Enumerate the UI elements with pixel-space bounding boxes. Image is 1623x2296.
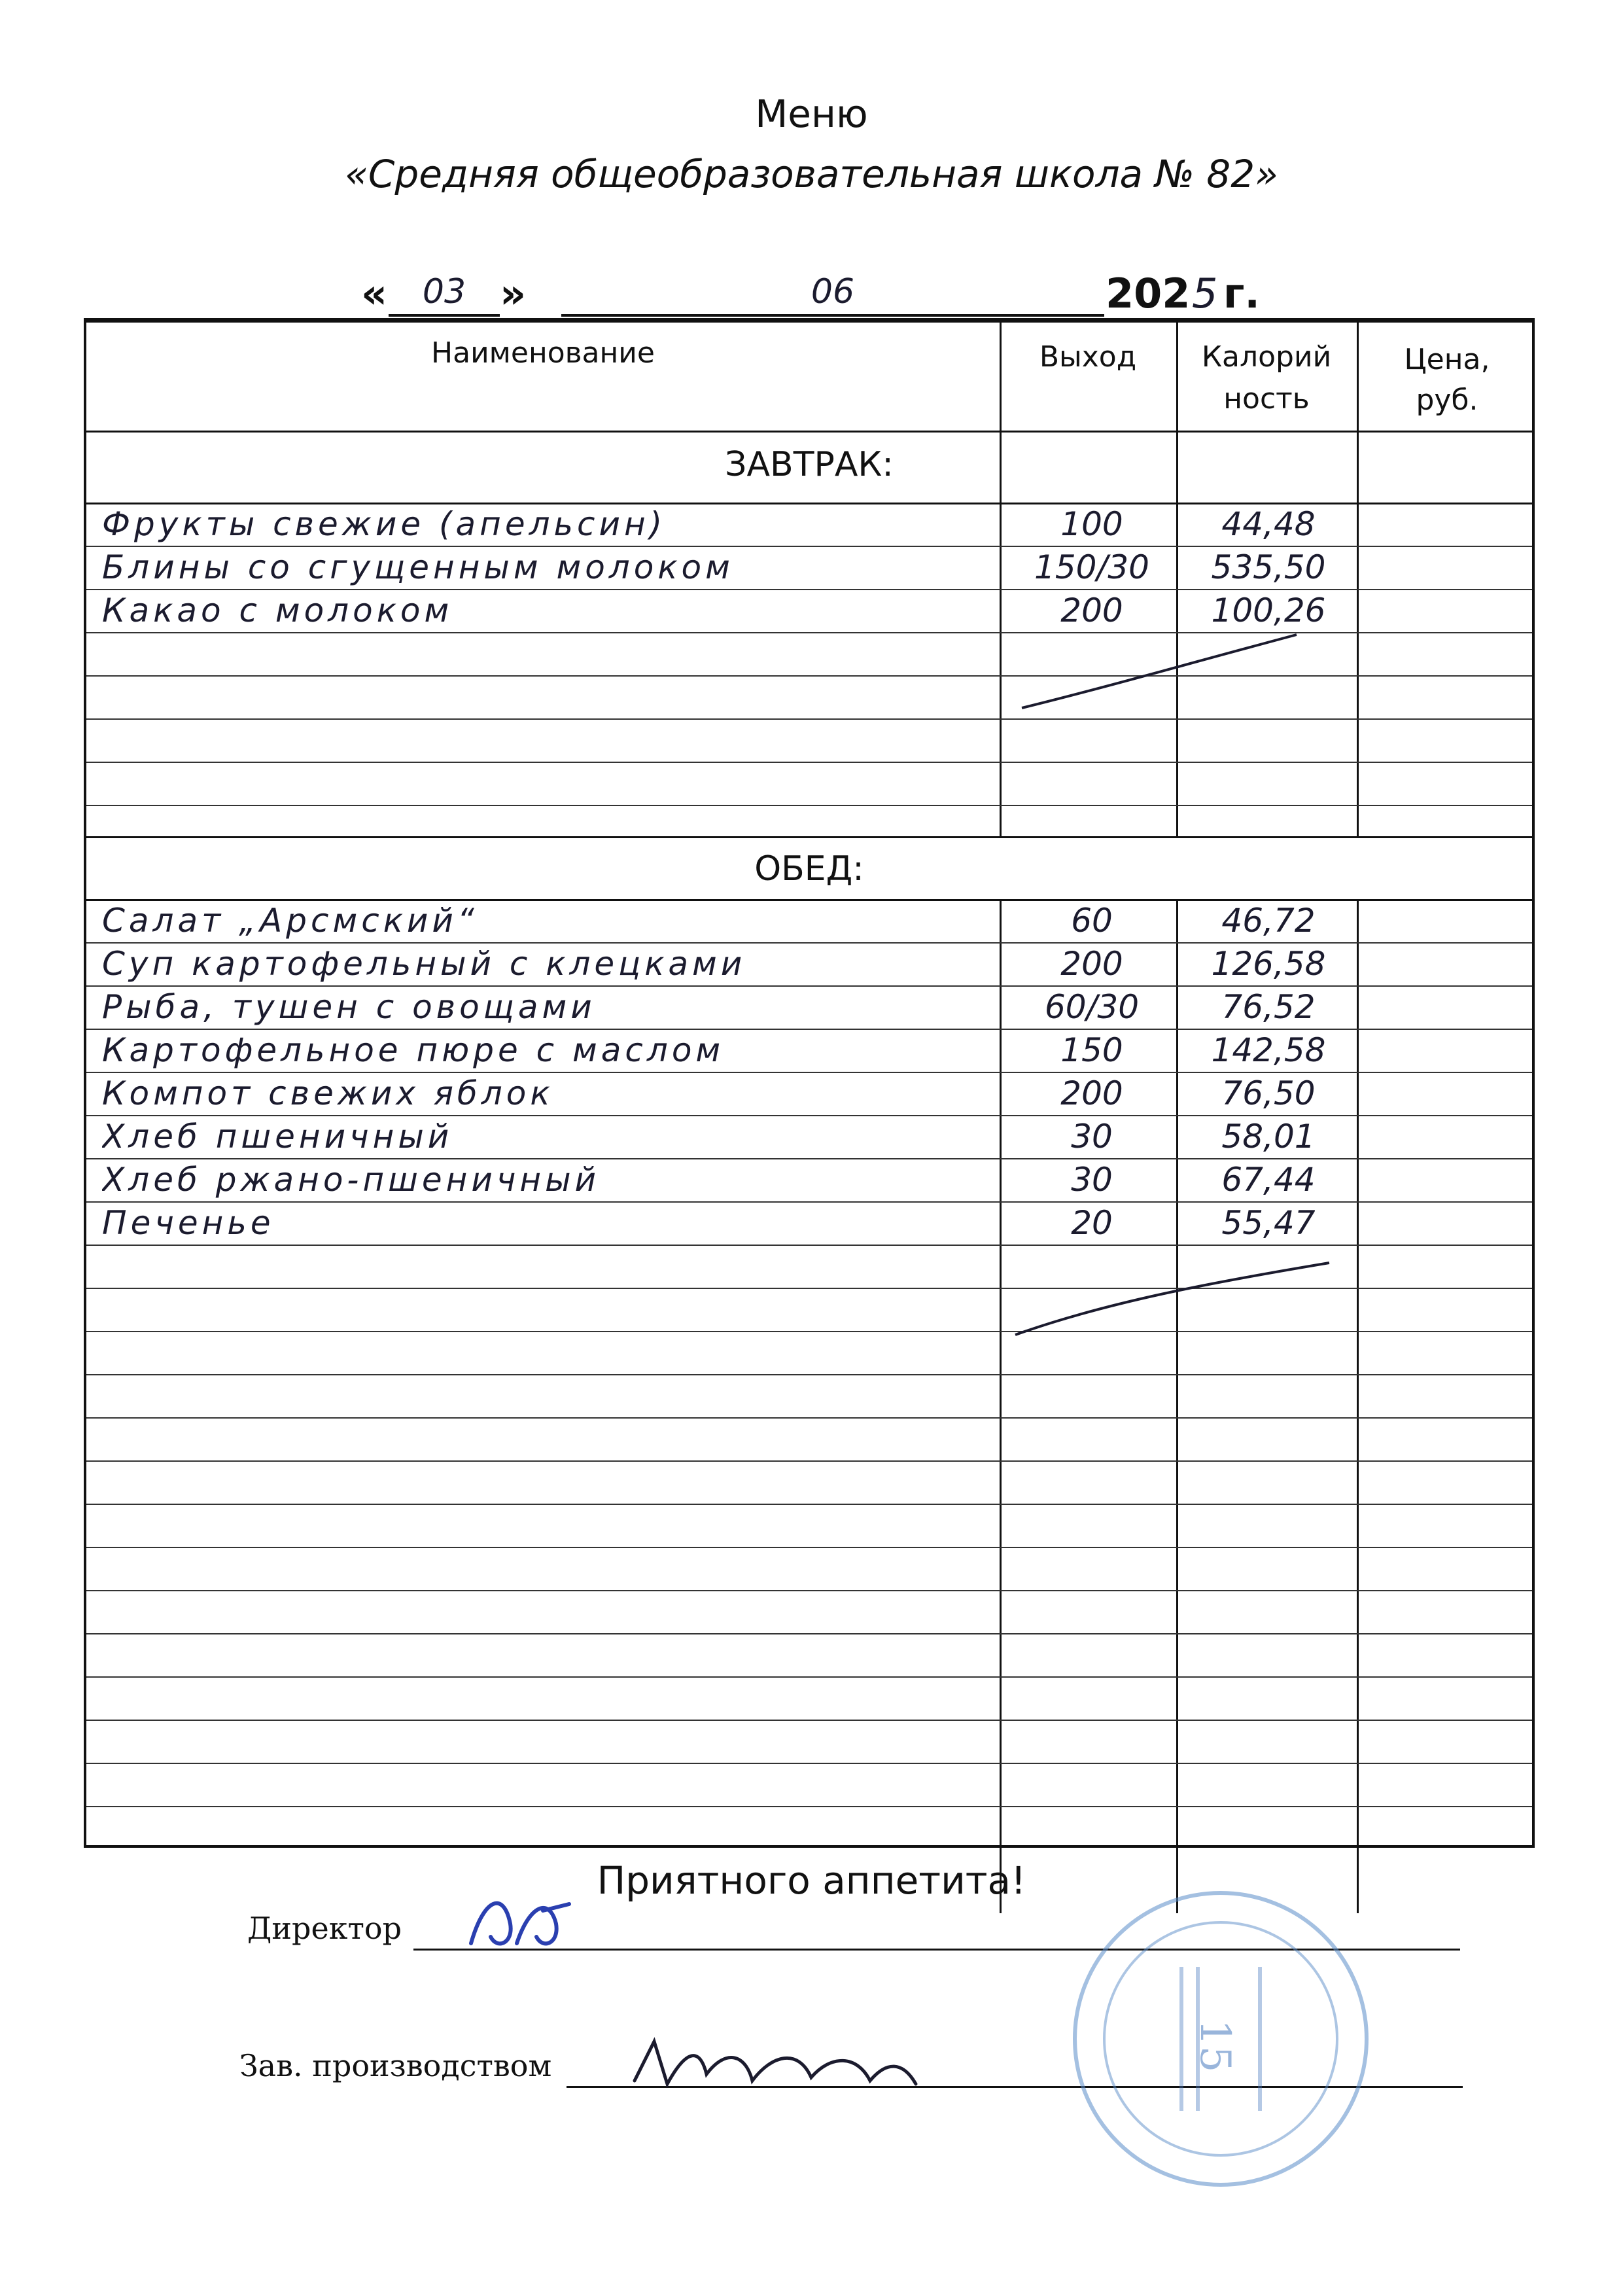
dish-calories: 76,50 — [1221, 1074, 1316, 1112]
dish-calories: 58,01 — [1221, 1118, 1316, 1156]
header-name: Наименование — [431, 336, 655, 370]
dish-calories: 76,52 — [1221, 988, 1316, 1026]
dish-output: 200 — [1060, 592, 1123, 629]
school-name: «Средняя общеобразовательная школа № 82» — [345, 152, 1278, 196]
dish-name: Компот свежих яблок — [102, 1074, 554, 1112]
dish-name: Какао с молоком — [102, 592, 453, 629]
dish-name: Суп картофельный с клецками — [102, 945, 746, 983]
dish-output: 60 — [1071, 902, 1113, 940]
dish-name: Рыба, тушен с овощами — [102, 988, 596, 1026]
dish-output: 30 — [1071, 1161, 1113, 1199]
dish-name: Салат „Арсмский“ — [102, 902, 478, 940]
director-signature — [458, 1884, 589, 1963]
svg-text:15: 15 — [1191, 2019, 1239, 2073]
dish-calories: 126,58 — [1211, 945, 1326, 983]
dish-name: Хлеб пшеничный — [102, 1118, 453, 1156]
dish-output: 200 — [1060, 945, 1123, 983]
date-year-digit: 5 — [1192, 270, 1218, 317]
date-day: 03 — [422, 272, 466, 311]
dish-calories: 142,58 — [1211, 1031, 1326, 1069]
dish-output: 60/30 — [1044, 988, 1140, 1026]
dish-output: 150/30 — [1034, 548, 1149, 586]
breakfast-title: ЗАВТРАК: — [725, 445, 894, 484]
dish-name: Хлеб ржано-пшеничный — [102, 1161, 601, 1199]
footer-wish: Приятного аппетита! — [597, 1858, 1026, 1903]
date-close-quote: » — [500, 270, 527, 317]
dish-output: 200 — [1060, 1074, 1123, 1112]
menu-title: Меню — [755, 92, 868, 136]
date-day-field — [389, 274, 500, 317]
dish-output: 150 — [1060, 1031, 1123, 1069]
dish-output: 30 — [1071, 1118, 1113, 1156]
school-seal-stamp — [1073, 1891, 1369, 2187]
dish-calories: 44,48 — [1221, 505, 1316, 543]
date-open-quote: « — [361, 270, 388, 317]
dish-output: 100 — [1060, 505, 1123, 543]
closing-strokes — [86, 321, 1537, 1850]
dish-calories: 100,26 — [1211, 592, 1326, 629]
dish-output: 20 — [1071, 1204, 1113, 1242]
header-calories-1: Калорий — [1201, 340, 1332, 374]
header-price-2: руб. — [1416, 383, 1478, 417]
dish-calories: 67,44 — [1221, 1161, 1316, 1199]
dish-calories: 535,50 — [1211, 548, 1326, 586]
dish-name: Блины со сгущенным молоком — [102, 548, 734, 586]
date-month-field — [561, 274, 1104, 317]
date-year-suffix: г. — [1223, 270, 1260, 317]
date-year-prefix: 202 — [1106, 270, 1191, 317]
lunch-title: ОБЕД: — [754, 849, 864, 889]
header-output: Выход — [1039, 340, 1137, 374]
menu-table — [84, 318, 1535, 1848]
production-label: Зав. производством — [239, 2048, 552, 2083]
production-signature — [628, 2022, 929, 2107]
header-calories-2: ность — [1223, 382, 1310, 415]
dish-name: Картофельное пюре с маслом — [102, 1031, 725, 1069]
dish-calories: 46,72 — [1221, 902, 1316, 940]
dish-name: Печенье — [102, 1204, 275, 1242]
dish-calories: 55,47 — [1221, 1204, 1316, 1242]
dish-name: Фрукты свежие (апельсин) — [102, 505, 667, 543]
director-label: Директор — [247, 1911, 402, 1946]
date-month: 06 — [811, 272, 855, 311]
header-price-1: Цена, — [1404, 343, 1490, 376]
